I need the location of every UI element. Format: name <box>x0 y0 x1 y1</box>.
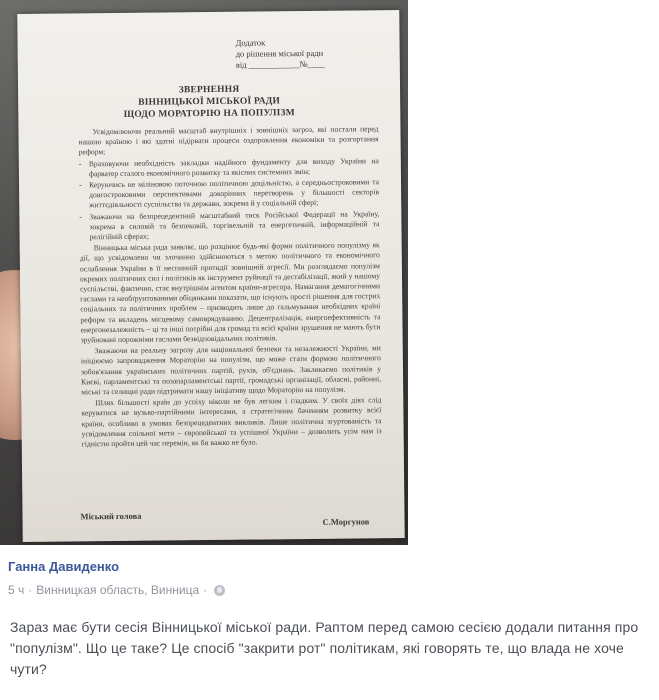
document-bullet: - Враховуючи необхідність закладки надійного фундаменту для виходу України на фарватер сталого економічного розвитку та якісних системних змін; <box>79 156 379 180</box>
author-name[interactable]: Ганна Давиденко <box>8 559 120 574</box>
annex-line: до рішення міської ради <box>235 47 324 59</box>
title-line: ЩОДО МОРАТОРІЮ НА ПОПУЛІЗМ <box>123 108 295 120</box>
document-bullet: - Керуючись не міліновою поточною політичною доцільністю, а середньостроковими та довгостроковими перспективами докорінних перетворень у більшості секторів життєдіяльності суспільства та держави, зокрема й у соціальній сфері; <box>79 177 379 211</box>
annex-note <box>236 37 325 71</box>
document-body <box>78 124 381 450</box>
document-sheet <box>17 10 405 542</box>
document-bullet: - Зважаючи на безпрецедентний масштабний тиск Російської Федерації на Україну, зокрема в силовій та безпековій, торгівельній та енергетичній, інформаційній та релігійній сферах; <box>79 209 379 243</box>
document-paragraph: Вінницька міська рада заявляє, що розцінює будь-які форми політичного популізму як дії, що усвідомлено чи злочинно здійснюються з метою політичного та економічного ослаблення України в її неспинній протидії зовнішній агресії. Ми розглядаємо популізм окремих політичних сил і політиків як інструмент руйнації та дестабілізації, який у нашому суспільстві, фактично, стає внутрішнім агентом країни-агресора. Намагання демагогічними гаслами та необґрунтованими обіцянками показати, що існують прості рішення для гострих соціальних та політичних проблем – призводять лише до гальмування необхідних країні реформ та вкладень місцевому самоврядуванню. Децентралізація, енергоефективність та енергонезалежність – ці та інші потрібні для громад та всієї країни зрушення не мають бути зруйновані порожніми гаслами безвідповідальних політиків. <box>79 240 381 345</box>
post-location[interactable]: Винницкая область, Винница <box>36 583 200 597</box>
annex-line: від ____________№____ <box>235 58 325 70</box>
document-paragraph: Шлях більшості країн до успіху ніколи не був легким і гладким. У своїх діях слід керуватися не вузько-партійними інтересами, а стратегічним баченням розвитку всієї країни, особливо в умовах безпрецедентних викликів. Лише політична згуртованість та усвідомлення спільної мети – європейської та успішної України – дозволить усім нам із гідністю пройти цей час перемін, як би важко не було. <box>81 395 382 449</box>
signature-title: Міський голова <box>80 510 142 522</box>
post-text: Зараз має бути сесія Вінницької міської ради. Раптом перед самою сесією додали питання про "популізм". Що це таке? Це спосіб "закрити рот" політикам, які говорять те, що влада не хоче чути? <box>10 619 639 677</box>
meta-separator: · <box>203 583 208 597</box>
globe-icon[interactable] <box>214 585 225 596</box>
annex-line: Додаток <box>235 37 266 48</box>
document-paragraph: Зважаючи на реальну загрозу для національної безпеки та незалежності України, ми ініціюємо запровадження Мораторію на популізм, що може стати формою політичного зобов'язання українських політичних партій, рухів, об'єднань. Закликаємо політиків у Києві, парламентські та позапарламентські партії, громадські організації, обласні, районні, міські та селищні ради підтримати нашу ініціативу щодо Мораторію на популізм. <box>80 343 382 397</box>
post-meta <box>8 583 648 597</box>
meta-separator: · <box>28 583 33 597</box>
document-title <box>18 82 400 122</box>
document-paragraph: Усвідомлюючи реальний масштаб внутрішніх і зовнішніх загроз, які постали перед нашою країною і які здатні підірвати процеси оздоровлення економіки та розгортання реформ; <box>78 124 379 157</box>
title-line: ВІННИЦЬКОЇ МІСЬКОЇ РАДИ <box>138 96 281 108</box>
signature-name: С.Моргунов <box>322 516 370 527</box>
title-line: ЗВЕРНЕННЯ <box>178 84 240 96</box>
post-header <box>8 558 648 597</box>
post-time[interactable]: 5 ч <box>8 583 25 597</box>
post-photo[interactable] <box>0 0 408 545</box>
